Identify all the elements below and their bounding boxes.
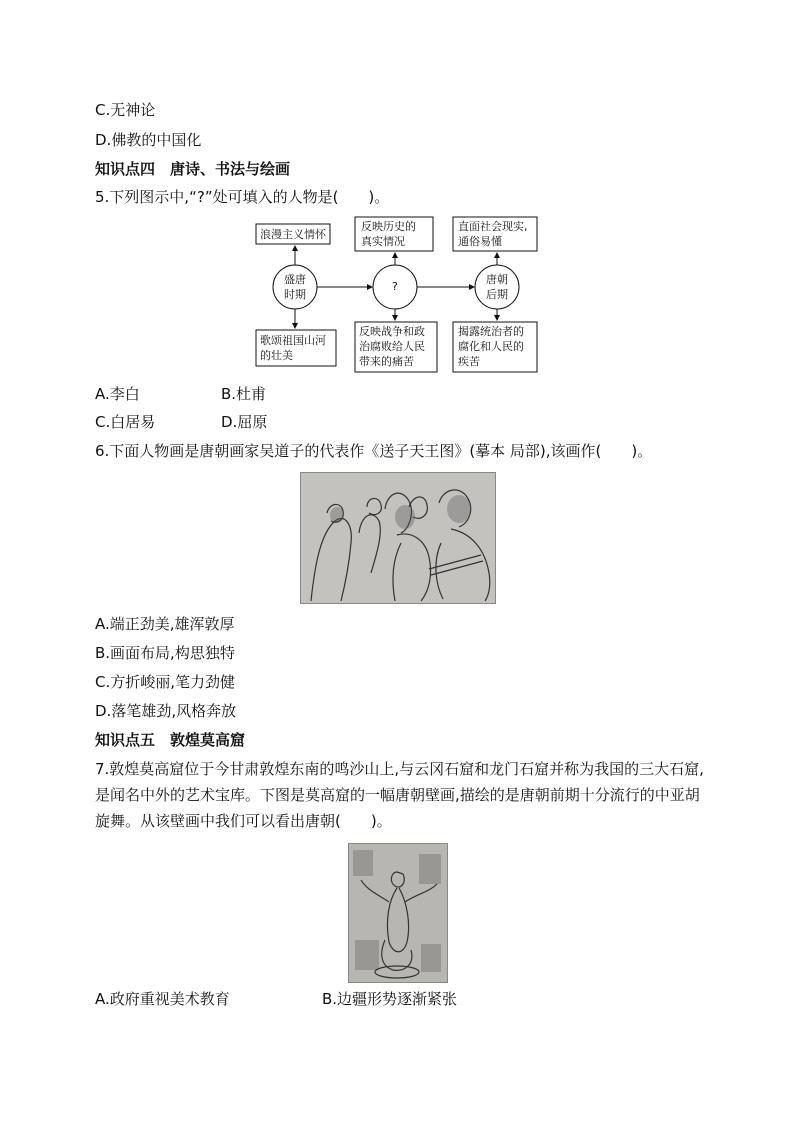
box-top-mid-line2: 真实情况 bbox=[361, 235, 405, 248]
q6-option-d: D.落笔雄劲,风格奔放 bbox=[95, 702, 237, 720]
box-bottom-right-line1: 揭露统治者的 bbox=[458, 325, 524, 338]
q5-option-d: D.屈原 bbox=[221, 413, 268, 431]
section-title-5: 知识点五 敦煌莫高窟 bbox=[95, 731, 246, 749]
box-top-right-line2: 通俗易懂 bbox=[458, 235, 502, 248]
q5-option-b: B.杜甫 bbox=[221, 385, 267, 403]
q7-option-a: A.政府重视美术教育 bbox=[95, 990, 230, 1008]
box-bottom-left-line2: 的壮美 bbox=[260, 349, 293, 362]
section-title-4: 知识点四 唐诗、书法与绘画 bbox=[95, 160, 291, 178]
box-bottom-mid-line3: 带来的痛苦 bbox=[359, 355, 414, 368]
circle-right-line2: 后期 bbox=[486, 288, 508, 301]
q7-stem: 7.敦煌莫高窟位于今甘肃敦煌东南的鸣沙山上,与云冈石窟和龙门石窟并称为我国的三大石窟,是闻名中外的艺术宝库。下图是莫高窟的一幅唐朝壁画,描绘的是唐朝前期十分流行的中亚胡旋舞。从该壁画中我们可以看出唐朝( )。 bbox=[95, 760, 704, 830]
painting-sketch bbox=[301, 473, 495, 603]
box-bottom-right-line2: 腐化和人民的 bbox=[458, 340, 524, 353]
mural-sketch bbox=[349, 844, 447, 982]
q6-option-b: B.画面布局,构思独特 bbox=[95, 644, 235, 662]
q5-option-c: C.白居易 bbox=[95, 413, 156, 431]
q5-diagram bbox=[255, 216, 540, 374]
box-top-left-text: 浪漫主义情怀 bbox=[260, 228, 326, 241]
q6-painting-image bbox=[300, 472, 496, 604]
box-bottom-mid-line1: 反映战争和政 bbox=[359, 325, 425, 338]
box-top-mid-line1: 反映历史的 bbox=[361, 220, 416, 233]
box-bottom-mid-line2: 治腐败给人民 bbox=[359, 340, 425, 353]
q6-stem: 6.下面人物画是唐朝画家吴道子的代表作《送子天王图》(摹本 局部),该画作( )。 bbox=[95, 442, 653, 460]
circle-mid-text: ? bbox=[392, 280, 398, 293]
q6-option-c: C.方折峻丽,笔力劲健 bbox=[95, 673, 236, 691]
q5-option-a: A.李白 bbox=[95, 385, 140, 403]
circle-left-line2: 时期 bbox=[284, 288, 306, 301]
box-bottom-right-line3: 疾苦 bbox=[458, 355, 480, 368]
q4-option-d: D.佛教的中国化 bbox=[95, 131, 202, 149]
box-bottom-left-line1: 歌颂祖国山河 bbox=[260, 334, 326, 347]
q7-option-b: B.边疆形势逐渐紧张 bbox=[322, 990, 458, 1008]
q4-option-c: C.无神论 bbox=[95, 101, 156, 119]
q7-mural-image bbox=[348, 843, 448, 983]
q5-stem: 5.下列图示中,“?”处可填入的人物是( )。 bbox=[95, 188, 390, 206]
circle-right-line1: 唐朝 bbox=[486, 273, 508, 286]
q6-option-a: A.端正劲美,雄浑敦厚 bbox=[95, 615, 235, 633]
box-top-right-line1: 直面社会现实, bbox=[458, 220, 528, 233]
circle-left-line1: 盛唐 bbox=[284, 273, 306, 286]
